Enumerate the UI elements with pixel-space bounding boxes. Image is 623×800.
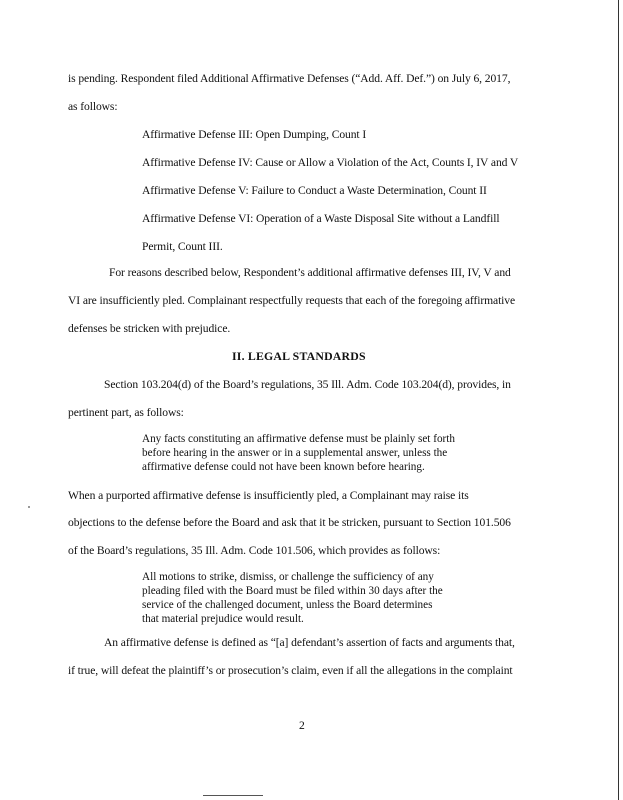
intro-line-1: is pending. Respondent filed Additional Affirmative Defenses (“Add. Aff. Def.”) on July 6, 2017, — [68, 72, 511, 85]
quote1-line-1: Any facts constituting an affirmative defense must be plainly set forth — [142, 433, 455, 445]
quote2-line-3: service of the challenged document, unless the Board determines — [142, 599, 433, 611]
purported-line-3: of the Board’s regulations, 35 Ill. Adm. Code 101.506, which provides as follows: — [68, 544, 441, 557]
defense-item-iv: Affirmative Defense IV: Cause or Allow a Violation of the Act, Counts I, IV and V — [142, 156, 519, 169]
section-heading: II. LEGAL STANDARDS — [232, 349, 366, 363]
defense-item-v: Affirmative Defense V: Failure to Conduct a Waste Determination, Count II — [142, 184, 487, 197]
quote2-line-1: All motions to strike, dismiss, or challenge the sufficiency of any — [142, 571, 434, 583]
intro-line-2: as follows: — [68, 100, 118, 113]
quote2-line-2: pleading filed with the Board must be filed within 30 days after the — [142, 585, 443, 597]
defense-item-vi-cont: Permit, Count III. — [142, 240, 223, 253]
purported-line-1: When a purported affirmative defense is insufficiently pled, a Complainant may raise its — [68, 489, 469, 502]
quote1-line-2: before hearing in the answer or in a supplemental answer, unless the — [142, 447, 448, 459]
section-line-1: Section 103.204(d) of the Board’s regulations, 35 Ill. Adm. Code 103.204(d), provides, in — [104, 378, 511, 391]
quote2-line-4: that material prejudice would result. — [142, 613, 304, 625]
section-line-2: pertinent part, as follows: — [68, 406, 184, 419]
reasons-line-2: VI are insufficiently pled. Complainant respectfully requests that each of the foregoing affirmative — [68, 294, 516, 307]
definition-line-1: An affirmative defense is defined as “[a] defendant’s assertion of facts and arguments that, — [104, 636, 515, 649]
defense-item-vi: Affirmative Defense VI: Operation of a Waste Disposal Site without a Landfill — [142, 212, 500, 225]
scan-edge-mark — [203, 795, 263, 796]
reasons-line-3: defenses be stricken with prejudice. — [68, 322, 231, 335]
quote1-line-3: affirmative defense could not have been known before hearing. — [142, 461, 425, 473]
purported-line-2: objections to the defense before the Board and ask that it be stricken, pursuant to Section 101.506 — [68, 516, 511, 529]
reasons-line-1: For reasons described below, Respondent’s additional affirmative defenses III, IV, V and — [109, 266, 511, 279]
scan-speck — [28, 506, 30, 508]
defense-item-iii: Affirmative Defense III: Open Dumping, Count I — [142, 128, 367, 141]
definition-line-2: if true, will defeat the plaintiff’s or prosecution’s claim, even if all the allegations in the complaint — [68, 664, 513, 677]
page-number: 2 — [299, 719, 305, 732]
